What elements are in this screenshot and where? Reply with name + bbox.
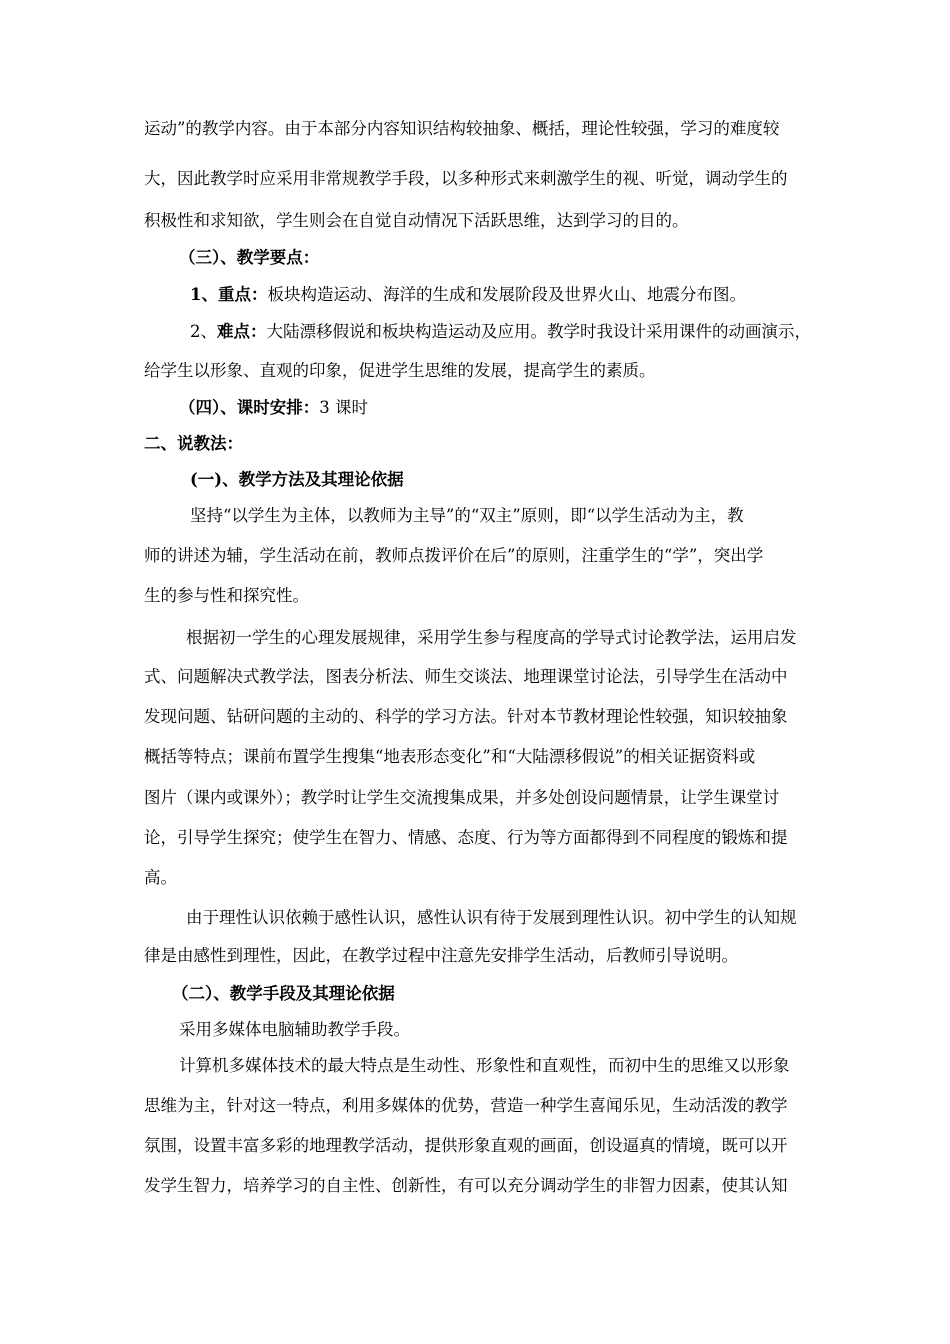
difficult-point-line: 2、难点：大陆漂移假说和板块构造运动及应用。教学时我设计采用课件的动画演示， bbox=[190, 322, 811, 341]
paragraph-line: 给学生以形象、直观的印象，促进学生思维的发展，提高学生的素质。 bbox=[144, 361, 656, 380]
paragraph-line: 概括等特点；课前布置学生搜集“地表形态变化”和“大陆漂移假说”的相关证据资料或 bbox=[144, 747, 756, 766]
subsection-heading: (一)、教学方法及其理论依据 bbox=[190, 470, 404, 489]
paragraph-line: 计算机多媒体技术的最大特点是生动性、形象性和直观性，而初中生的思维又以形象 bbox=[179, 1056, 790, 1075]
paragraph-line: 发学生智力，培养学习的自主性、创新性，有可以充分调动学生的非智力因素，使其认知 bbox=[144, 1176, 788, 1195]
key-point-line: 1、重点：板块构造运动、海洋的生成和发展阶段及世界火山、地震分布图。 bbox=[190, 285, 746, 304]
paragraph-line: 师的讲述为辅，学生活动在前，教师点拨评价在后”的原则，注重学生的“学”，突出学 bbox=[144, 546, 764, 565]
paragraph-line: 根据初一学生的心理发展规律，采用学生参与程度高的学导式讨论教学法，运用启发 bbox=[186, 628, 797, 647]
paragraph-line: 大，因此教学时应采用非常规教学手段，以多种形式来刺激学生的视、听觉，调动学生的 bbox=[144, 169, 788, 188]
paragraph-line: 运动”的教学内容。由于本部分内容知识结构较抽象、概括，理论性较强，学习的难度较 bbox=[144, 119, 780, 138]
section-heading: （三）、教学要点： bbox=[179, 248, 320, 267]
paragraph-line: 高。 bbox=[144, 868, 177, 887]
paragraph-line: 图片（课内或课外）；教学时让学生交流搜集成果，并多处创设问题情景，让学生课堂讨 bbox=[144, 788, 780, 807]
paragraph-line: 氛围，设置丰富多彩的地理教学活动，提供形象直观的画面，创设逼真的情境，既可以开 bbox=[144, 1136, 788, 1155]
paragraph-line: 积极性和求知欲，学生则会在自觉自动情况下活跃思维，达到学习的目的。 bbox=[144, 211, 689, 230]
section-heading: 二、说教法： bbox=[144, 434, 243, 453]
paragraph-line: 思维为主，针对这一特点，利用多媒体的优势，营造一种学生喜闻乐见，生动活泼的教学 bbox=[144, 1096, 788, 1115]
paragraph-line: 采用多媒体电脑辅助教学手段。 bbox=[179, 1020, 410, 1039]
paragraph-line: 发现问题、钻研问题的主动的、科学的学习方法。针对本节教材理论性较强，知识较抽象 bbox=[144, 707, 788, 726]
paragraph-line: 律是由感性到理性，因此，在教学过程中注意先安排学生活动，后教师引导说明。 bbox=[144, 946, 738, 965]
schedule-line: （四）、课时安排：3 课时 bbox=[179, 398, 368, 417]
paragraph-line: 坚持“以学生为主体，以教师为主导”的“双主”原则，即“以学生活动为主，教 bbox=[190, 506, 744, 525]
paragraph-line: 由于理性认识依赖于感性认识，感性认识有待于发展到理性认识。初中学生的认知规 bbox=[186, 908, 797, 927]
paragraph-line: 式、问题解决式教学法，图表分析法、师生交谈法、地理课堂讨论法，引导学生在活动中 bbox=[144, 667, 788, 686]
paragraph-line: 论，引导学生探究；使学生在智力、情感、态度、行为等方面都得到不同程度的锻炼和提 bbox=[144, 828, 788, 847]
subsection-heading: （二）、教学手段及其理论依据 bbox=[172, 984, 395, 1003]
paragraph-line: 生的参与性和探究性。 bbox=[144, 586, 309, 605]
